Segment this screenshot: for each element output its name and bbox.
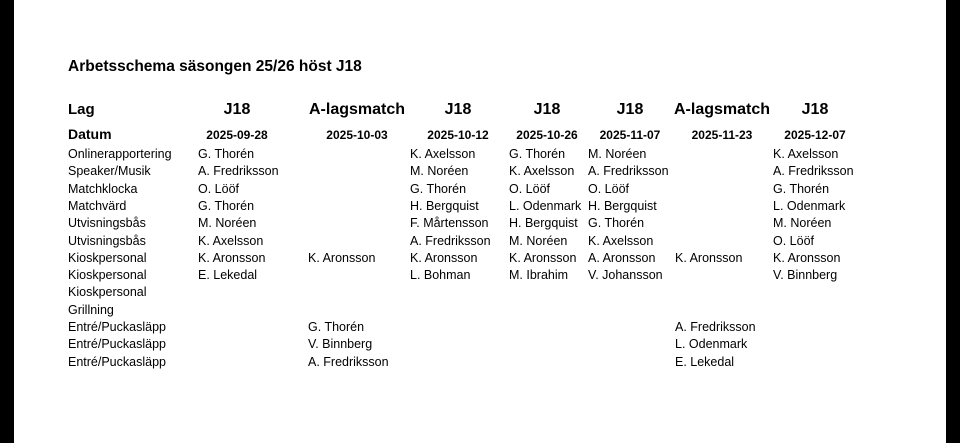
table-cell: G. Thorén xyxy=(588,216,645,231)
table-cell: K. Aronsson xyxy=(509,250,577,265)
table-cell: G. Thorén xyxy=(198,147,255,161)
row-role-label: Utvisningsbås xyxy=(68,233,146,248)
table-cell: M. Noréen xyxy=(410,164,469,179)
table-cell: H. Bergquist xyxy=(410,198,479,213)
row-role-label: Kioskpersonal xyxy=(68,250,147,265)
table-cell: K. Aronsson xyxy=(198,250,266,265)
table-cell: F. Mårtensson xyxy=(410,216,489,231)
table-cell: L. Odenmark xyxy=(675,337,748,352)
table-cell: K. Axelsson xyxy=(773,147,839,161)
table-cell: A. Fredriksson xyxy=(773,164,854,179)
table-cell: M. Noréen xyxy=(198,216,257,231)
table-cell: O. Lööf xyxy=(773,233,814,248)
row-role-label: Entré/Puckasläpp xyxy=(68,354,166,369)
column-team-6: A-lagsmatch xyxy=(673,101,771,118)
table-cell: M. Noréen xyxy=(588,147,647,161)
table-cell: V. Binnberg xyxy=(308,337,373,352)
row-role-label: Kioskpersonal xyxy=(68,285,147,300)
table-cell: M. Ibrahim xyxy=(509,268,569,283)
table-cell: E. Lekedal xyxy=(198,268,258,283)
table-cell: V. Binnberg xyxy=(773,268,838,283)
table-cell: A. Aronsson xyxy=(588,250,656,265)
row-role-label: Entré/Puckasläpp xyxy=(68,320,166,334)
schedule-page xyxy=(14,0,946,443)
table-cell: G. Thorén xyxy=(509,147,566,161)
column-date-4: 2025-10-26 xyxy=(516,128,578,142)
table-cell: A. Fredriksson xyxy=(308,354,389,369)
table-cell: A. Fredriksson xyxy=(410,233,491,248)
row-role-label: Matchklocka xyxy=(68,181,138,196)
row-role-label: Matchvärd xyxy=(68,198,127,213)
row-role-label: Kioskpersonal xyxy=(68,268,147,283)
row-role-label: Grillning xyxy=(68,302,114,317)
datum-label: Datum xyxy=(68,126,112,142)
table-cell: M. Noréen xyxy=(773,216,832,231)
table-cell: G. Thorén xyxy=(773,181,830,196)
table-cell: K. Aronsson xyxy=(410,250,478,265)
column-date-7: 2025-12-07 xyxy=(784,128,846,142)
column-team-1: J18 xyxy=(223,101,251,118)
column-team-5: J18 xyxy=(616,101,644,118)
table-cell: K. Axelsson xyxy=(588,233,654,248)
column-team-4: J18 xyxy=(533,101,561,118)
column-date-5: 2025-11-07 xyxy=(599,128,661,142)
table-cell: L. Odenmark xyxy=(509,198,582,213)
document-title: Arbetsschema säsongen 25/26 höst J18 xyxy=(68,58,362,75)
column-date-2: 2025-10-03 xyxy=(326,128,388,142)
table-cell: O. Lööf xyxy=(588,181,629,196)
column-team-3: J18 xyxy=(444,101,472,118)
table-cell: H. Bergquist xyxy=(588,198,657,213)
table-cell: O. Lööf xyxy=(509,181,550,196)
column-team-7: J18 xyxy=(801,101,829,118)
column-date-6: 2025-11-23 xyxy=(691,128,753,142)
row-role-label: Speaker/Musik xyxy=(68,164,151,179)
table-cell: A. Fredriksson xyxy=(675,320,756,334)
table-cell: K. Axelsson xyxy=(198,233,264,248)
row-role-label: Utvisningsbås xyxy=(68,216,146,231)
table-cell: G. Thorén xyxy=(308,320,365,334)
table-cell: H. Bergquist xyxy=(509,216,578,231)
table-cell: G. Thorén xyxy=(198,198,255,213)
row-role-label: Entré/Puckasläpp xyxy=(68,337,166,352)
row-role-label: Onlinerapportering xyxy=(68,147,172,161)
table-cell: A. Fredriksson xyxy=(198,164,279,179)
table-cell: E. Lekedal xyxy=(675,354,735,369)
lag-label: Lag xyxy=(68,101,95,118)
table-cell: K. Aronsson xyxy=(308,250,376,265)
table-cell: K. Axelsson xyxy=(509,164,575,179)
table-cell: M. Noréen xyxy=(509,233,568,248)
table-cell: K. Aronsson xyxy=(675,250,743,265)
table-cell: K. Aronsson xyxy=(773,250,841,265)
table-cell: L. Odenmark xyxy=(773,198,846,213)
table-cell: G. Thorén xyxy=(410,181,467,196)
column-team-2: A-lagsmatch xyxy=(308,101,406,118)
table-cell: L. Bohman xyxy=(410,268,471,283)
table-cell: V. Johansson xyxy=(588,268,663,283)
table-cell: K. Axelsson xyxy=(410,147,476,161)
column-date-3: 2025-10-12 xyxy=(427,128,489,142)
column-date-1: 2025-09-28 xyxy=(206,128,268,142)
table-cell: O. Lööf xyxy=(198,181,239,196)
table-cell: A. Fredriksson xyxy=(588,164,669,179)
